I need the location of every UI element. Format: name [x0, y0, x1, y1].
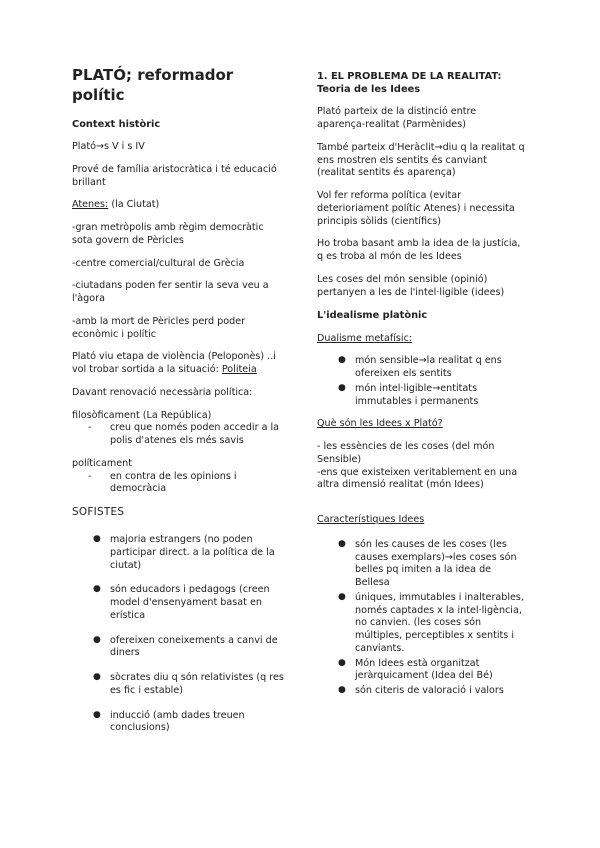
parteix-paragraph: Plató parteix de la distinció entre aparença-realitat (Parmènides) [317, 106, 477, 131]
list-item-text: són citeris de valoració i valors [355, 685, 504, 697]
politicament-label: políticament [72, 457, 132, 469]
bullet-icon: ● [93, 584, 101, 595]
caracteristiques-list [317, 539, 527, 698]
bullet-icon: ● [93, 709, 101, 720]
family-paragraph: Prové de família aristocràtica i té educació brillant [72, 163, 277, 188]
bullet-icon: ● [93, 634, 101, 645]
context-heading: Context històric [72, 119, 161, 130]
list-item [317, 685, 527, 698]
troba-paragraph: Ho troba basant amb la idea de la justícia, q es troba al món de les Idees [317, 238, 521, 263]
idealisme-heading: L'idealisme platònic [317, 310, 428, 322]
centre-paragraph: -centre comercial/cultural de Grècia [72, 257, 245, 269]
sofistes-list [72, 534, 284, 735]
bullet-icon: ● [338, 591, 346, 602]
renovacio-paragraph: Davant renovació necessària política: [72, 386, 253, 398]
filosoficament-list [72, 422, 284, 448]
dash-marker: - [88, 470, 92, 482]
list-item-text: majoria estrangers (no poden participar direct. a la política de la ciutat) [110, 534, 275, 571]
dates-paragraph: Plató→s V i s IV [72, 141, 145, 153]
dualisme-list [317, 355, 527, 408]
list-item [72, 471, 284, 497]
list-item [317, 658, 527, 684]
bullet-icon: ● [338, 382, 346, 393]
atenes-rest: (la Ciutat) [108, 199, 160, 211]
list-item-text: són les causes de les coses (les causes exemplars)→les coses són belles pq imiten a la idea de Bellesa [355, 538, 517, 589]
reforma-paragraph: Vol fer reforma política (evitar deterioriament polític Atenes) i necessita principis sòlids (científics) [317, 190, 515, 227]
dualisme-heading: Dualisme metafísic: [317, 332, 413, 344]
heraclit-paragraph: També parteix d'Heràclit→diu q la realitat q ens mostren els sentits és canviant (realitat sentits és aparença) [317, 141, 525, 179]
metropolis-paragraph: -gran metròpolis amb règim democràtic sota govern de Pèricles [72, 222, 264, 246]
politicament-list [72, 471, 284, 497]
list-item-text: ofereixen coneixements a canvi de diners [110, 634, 278, 659]
bullet-icon: ● [93, 534, 101, 545]
list-item [72, 422, 284, 448]
filosoficament-label: filosòficament (La República) [72, 409, 212, 421]
atenes-paragraph [72, 199, 284, 212]
caracteristiques-heading: Característiques Idees [317, 514, 425, 526]
politeia-term: Politeia [221, 364, 257, 376]
list-item-text: en contra de les opinions i democràcia [110, 470, 237, 495]
list-item-text: sòcrates diu q són relativistes (q res es fic i estable) [110, 672, 284, 696]
list-item [317, 383, 527, 409]
list-item [317, 539, 527, 590]
list-item [72, 710, 284, 736]
bullet-icon: ● [93, 672, 101, 683]
bullet-icon: ● [338, 685, 346, 696]
essencies-paragraph: - les essències de les coses (del món Sensible) [317, 441, 495, 465]
ens-paragraph: -ens que existeixen veritablement en una altra dimensió realitat (món Idees) [317, 466, 518, 491]
list-item-text: inducció (amb dades treuen conclusions) [110, 709, 245, 734]
mort-paragraph: -amb la mort de Pèricles perd poder econòmic i polític [72, 315, 246, 340]
violencia-paragraph [72, 351, 284, 377]
que-son-heading: Què són les Idees x Plató? [317, 418, 443, 430]
list-item-text: món intel·ligible→entitats immutables i permanents [355, 382, 479, 407]
bullet-icon: ● [338, 538, 346, 549]
sofistes-heading: SOFISTES [72, 506, 125, 519]
list-item [317, 592, 527, 656]
ciutadans-paragraph: -ciutadans poden fer sentir la seva veu a l'àgora [72, 280, 269, 305]
coses-paragraph: Les coses del món sensible (opinió) pertanyen a les de l'intel·ligible (idees) [317, 273, 505, 298]
left-column [72, 66, 284, 747]
bullet-icon: ● [338, 355, 346, 366]
section-heading-line1: 1. EL PROBLEMA DE LA REALITAT: [317, 71, 502, 82]
list-item-text: creu que només poden accedir a la polis d'atenes els més savis [110, 422, 280, 447]
list-item-text: món sensible→la realitat q ens ofereixen els sentits [355, 355, 502, 380]
dash-marker: - [88, 422, 92, 434]
list-item [72, 635, 284, 661]
page-title: PLATÓ; reformador polític [72, 66, 234, 104]
section-heading-realitat [317, 70, 527, 96]
atenes-label: Atenes: [72, 199, 109, 211]
section-heading-line2: Teoria de les Idees [317, 84, 421, 96]
list-item-text: són educadors i pedagogs (creen model d'ensenyament basat en erística [110, 584, 270, 621]
list-item [72, 584, 284, 622]
list-item-text: Món Idees està organitzat jeràrquicament (Idea del Bé) [355, 657, 493, 682]
list-item [72, 534, 284, 572]
right-column [317, 66, 527, 708]
bullet-icon: ● [338, 657, 346, 668]
list-item [317, 355, 527, 381]
violencia-text: Plató viu etapa de violència (Peloponès) ..i vol trobar sortida a la situació: [72, 351, 276, 376]
list-item [72, 672, 284, 698]
list-item-text: úniques, immutables i inalterables, només captades x la intel·ligència, no canvien. (les coses són múltiples, perceptibles x sentits i canviants. [355, 591, 524, 654]
